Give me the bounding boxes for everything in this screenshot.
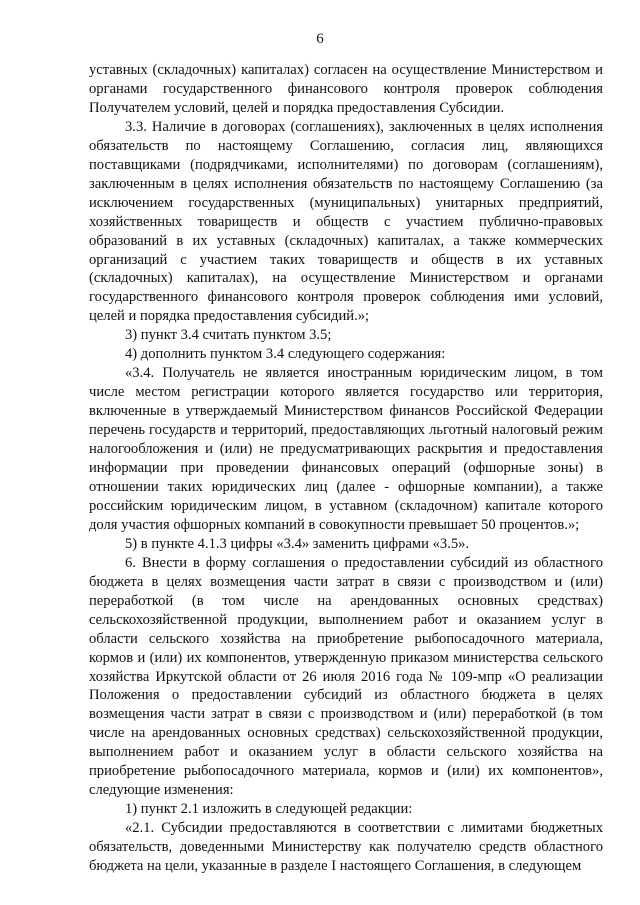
paragraph-item-5: 5) в пункте 4.1.3 цифры «3.4» заменить цифрами «3.5». (125, 535, 470, 552)
paragraph-3-3: 3.3. Наличие в договорах (соглашениях), заключенных в целях исполнения обязательств по настоящему Соглашению, согласия лиц, являющихся поставщиками (подрядчиками, исполнителями) по договорам (соглашениям), заключенным в целях исполнения обязательств по настоящему Соглашению (за исключением государственных (муниципальных) унитарных предприятий, хозяйственных товариществ и обществ с участием публично-правовых образований в их уставных (складочных) капиталах, а также коммерческих организаций с участием таких товариществ и обществ в их уставных (складочных) капиталах), на осуществление Министерством и органами государственного финансового контроля проверок соблюдения ими условий, целей и порядка предоставления субсидий.»; (89, 118, 603, 325)
paragraph-section-6: 6. Внести в форму соглашения о предоставлении субсидий из областного бюджета в целях возмещения части затрат в связи с производством и (или) переработкой (в том числе на арендованных основных средствах) сельскохозяйственной продукции, выполнением работ и оказанием услуг в области сельского хозяйства на приобретение рыбопосадочного материала, кормов и (или) их компонентов, утвержденную приказом министерства сельского хозяйства Иркутской области от 26 июля 2016 года № 109-мпр «О реализации Положения о предоставлении субсидий из областного бюджета в целях возмещения части затрат в связи с производством и (или) переработкой (в том числе на арендованных основных средствах) сельскохозяйственной продукции, выполнением работ и оказанием услуг в области сельского хозяйства на приобретение рыбопосадочного материала, кормов и (или) их компонентов», следующие изменения: (89, 554, 603, 799)
paragraph-item-1: 1) пункт 2.1 изложить в следующей редакции: (125, 801, 413, 818)
paragraph-item-4: 4) дополнить пунктом 3.4 следующего содержания: (125, 346, 446, 363)
paragraph-3-4: «3.4. Получатель не является иностранным юридическим лицом, в том числе местом регистрации которого является государство или территория, включенные в утверждаемый Министерством финансов Российской Федерации перечень государств и территорий, предоставляющих льготный налоговый режим налогообложения и (или) не предусматривающих раскрытия и предоставления информации при проведении финансовых операций (офшорные зоны) в отношении таких юридических лиц (далее - офшорные компании), а также российским юридическим лицом, в уставном (складочном) капитале которого доля участия офшорных компаний в совокупности превышает 50 процентов.»; (89, 365, 603, 533)
paragraph-continuation: уставных (складочных) капиталах) согласен на осуществление Министерством и органами государственного финансового контроля проверок соблюдения Получателем условий, целей и порядка предоставления Субсидии. (89, 62, 603, 116)
document-body (89, 61, 603, 876)
paragraph-item-3: 3) пункт 3.4 считать пунктом 3.5; (125, 327, 332, 344)
paragraph-2-1: «2.1. Субсидии предоставляются в соответствии с лимитами бюджетных обязательств, доведенными Министерству как получателю средств областного бюджета на цели, указанные в разделе I настоящего Соглашения, в следующем (89, 820, 603, 875)
page-number: 6 (316, 31, 324, 47)
